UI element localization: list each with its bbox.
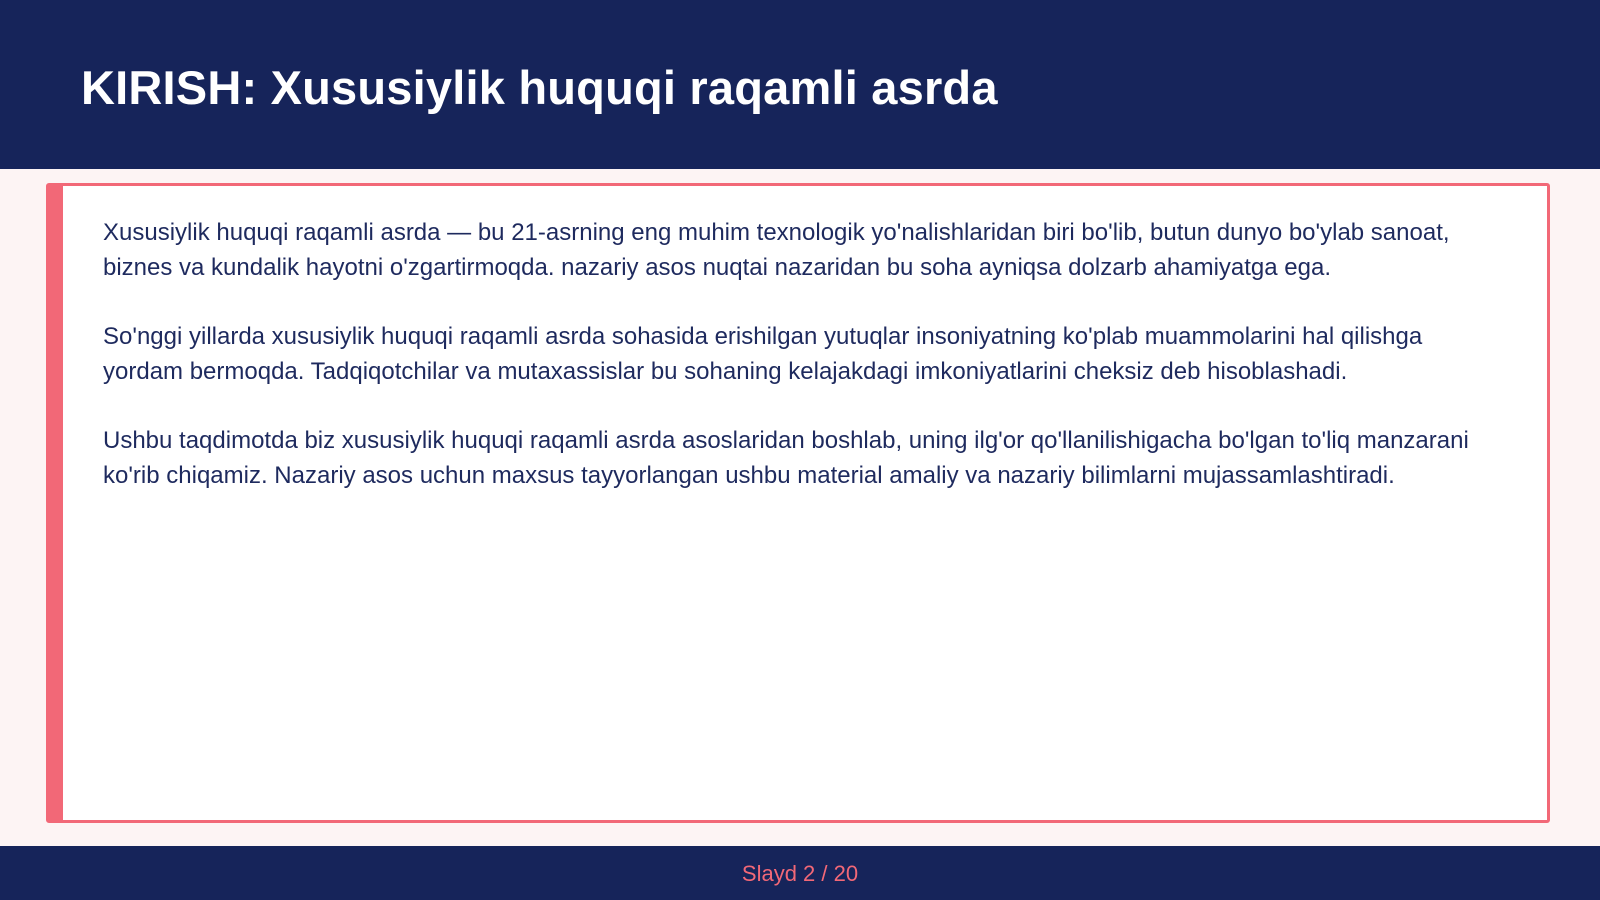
slide-footer xyxy=(0,846,1600,900)
content-card xyxy=(46,183,1550,823)
slide-counter: Slayd 2 / 20 xyxy=(741,861,859,886)
paragraph-2: So'nggi yillarda xususiylik huquqi raqamli asrda sohasida erishilgan yutuqlar insoniyatning ko'plab muammolarini hal qilishga yordam bermoqda. Tadqiqotchilar va mutaxassislar bu sohaning kelajakdagi imkoniyatlarini cheksiz deb hisoblashadi. xyxy=(103,323,1423,385)
paragraph-3: Ushbu taqdimotda biz xususiylik huquqi raqamli asrda asoslaridan boshlab, uning ilg'or qo'llanilishigacha bo'lgan to'liq manzarani ko'rib chiqamiz. Nazariy asos uchun maxsus tayyorlangan ushbu material amaliy va nazariy bilimlarni mujassamlashtiradi. xyxy=(103,427,1469,489)
content-text xyxy=(103,216,1508,528)
slide-header xyxy=(0,0,1600,169)
paragraph-1: Xususiylik huquqi raqamli asrda — bu 21-asrning eng muhim texnologik yo'nalishlaridan biri bo'lib, butun dunyo bo'ylab sanoat, biznes va kundalik hayotni o'zgartirmoqda. nazariy asos nuqtai nazaridan bu soha ayniqsa dolzarb ahamiyatga ega. xyxy=(103,219,1450,281)
slide-title: KIRISH: Xususiylik huquqi raqamli asrda xyxy=(81,61,998,114)
